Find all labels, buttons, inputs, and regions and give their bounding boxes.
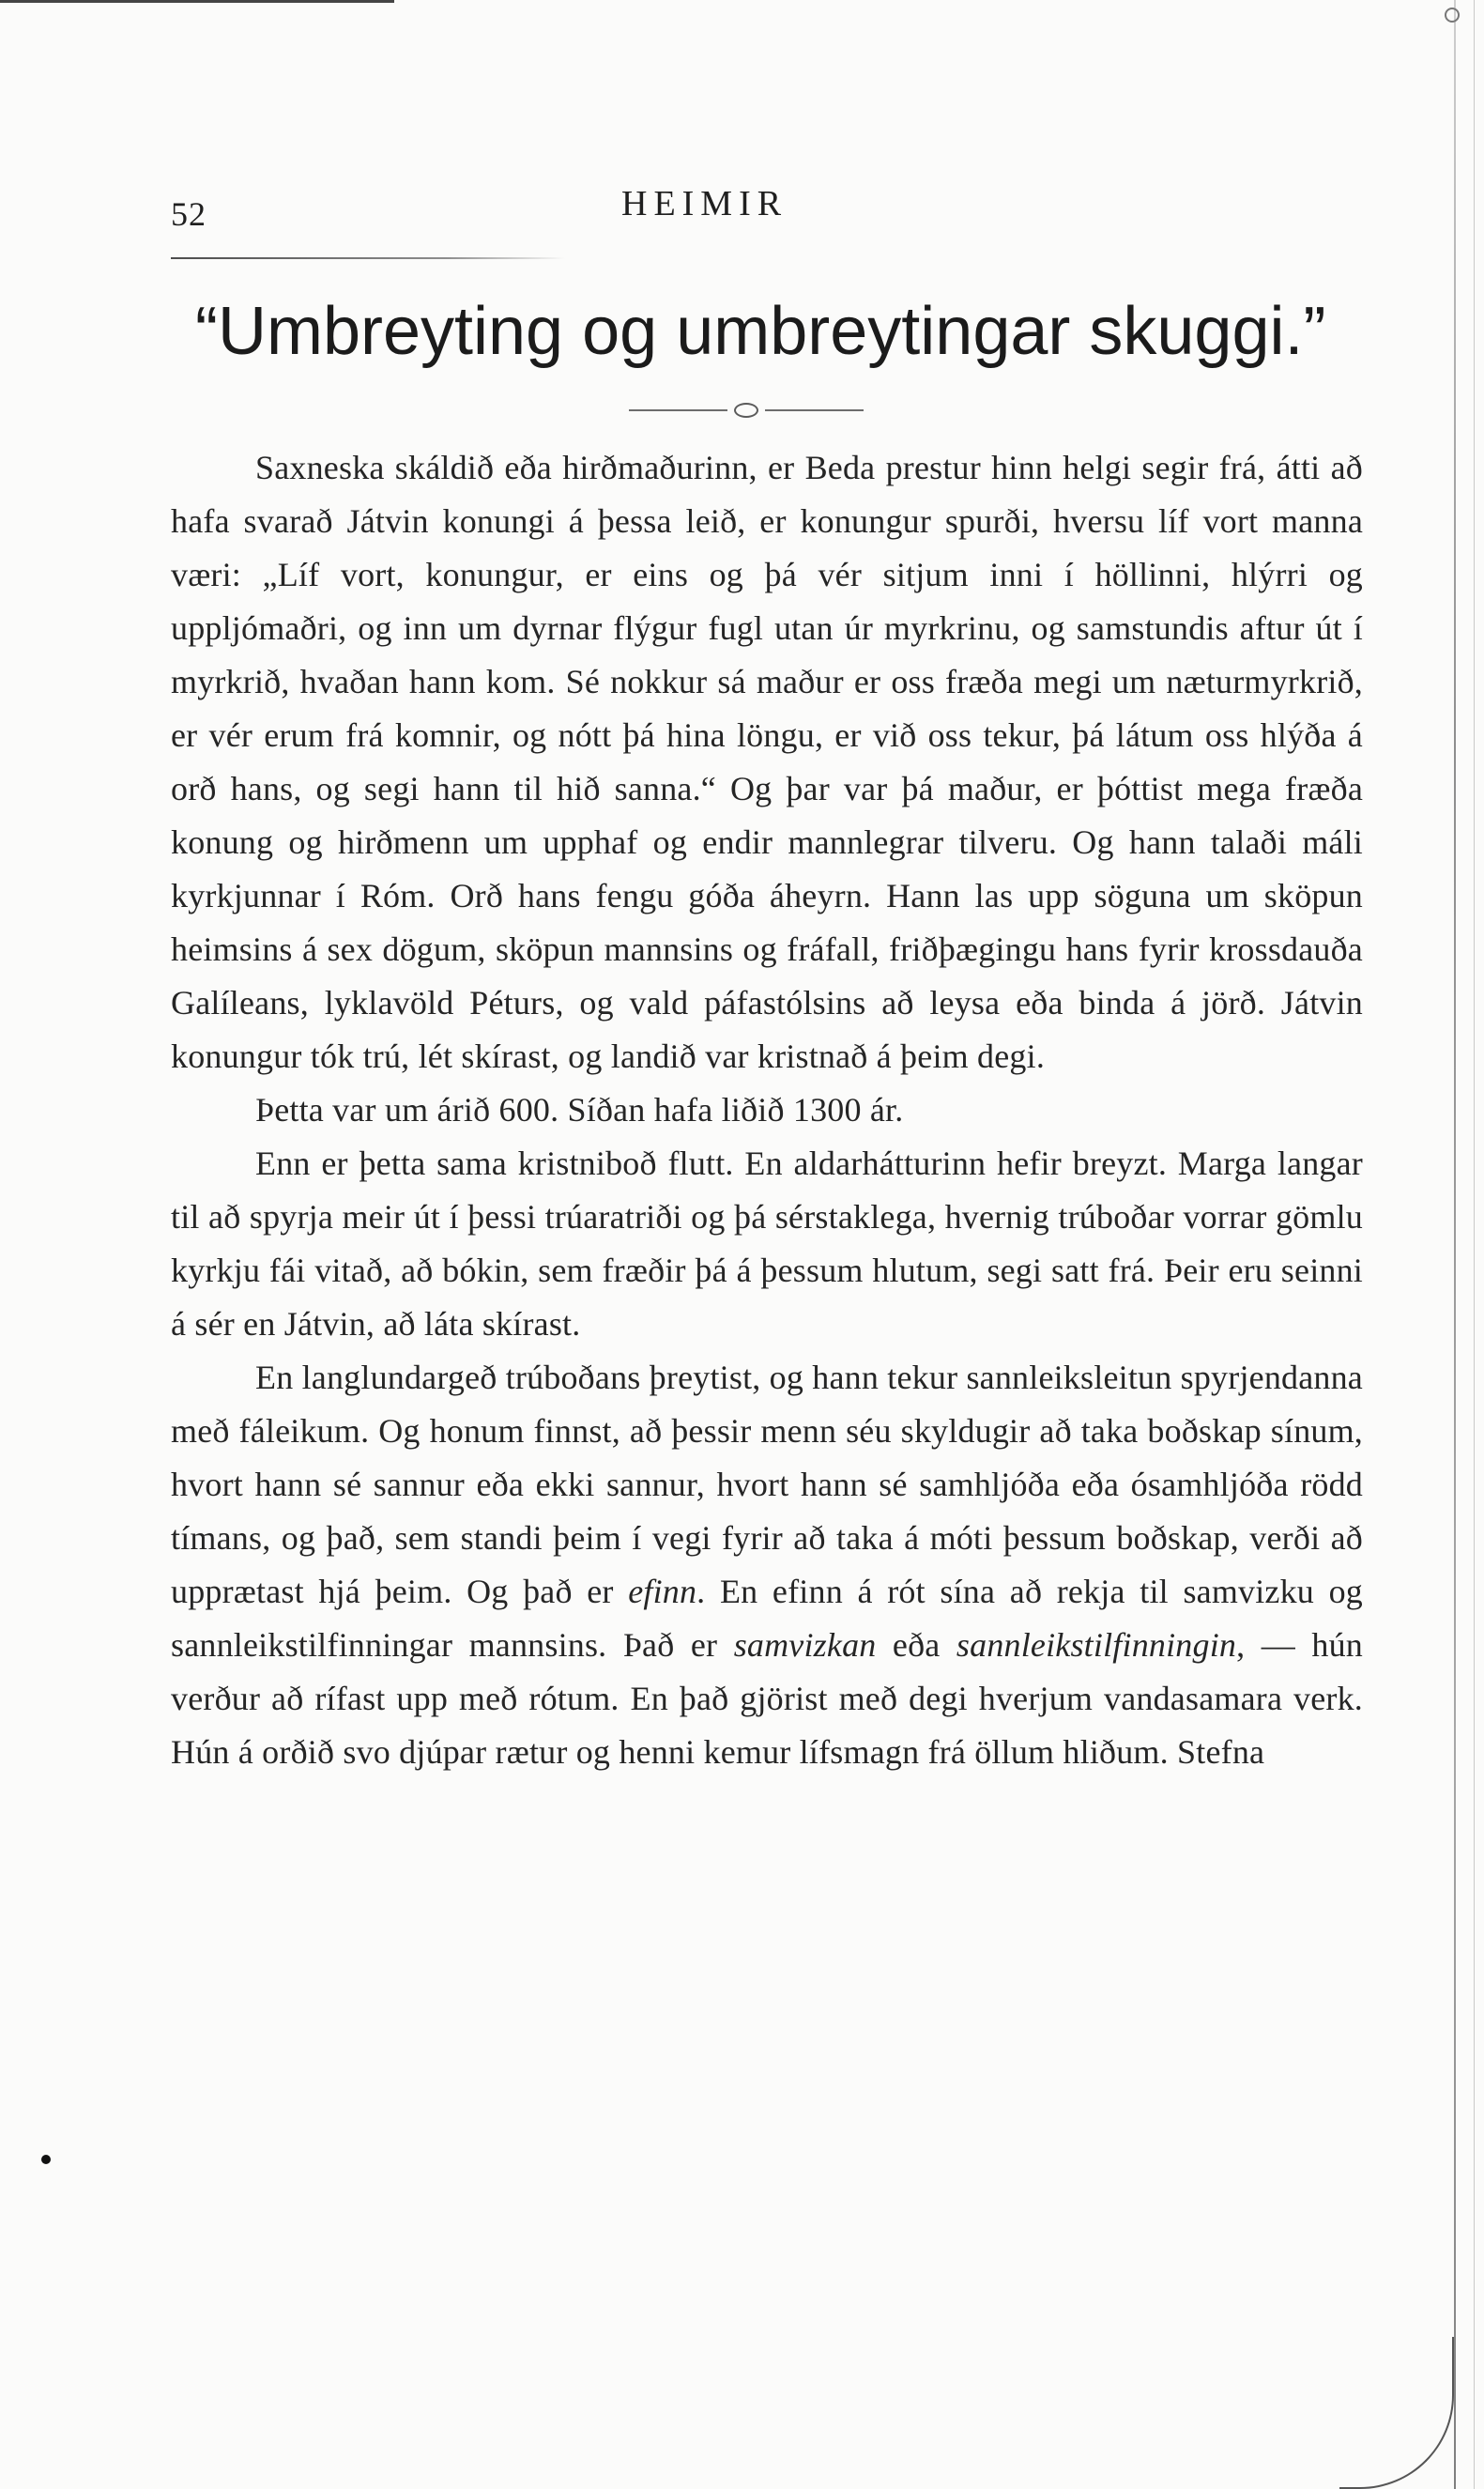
italic-efinn: efinn	[628, 1573, 697, 1610]
article-body	[171, 441, 1363, 1779]
paragraph-2: Þetta var um árið 600. Síðan hafa liðið 1300 ár.	[255, 1091, 904, 1129]
ornament-center	[734, 403, 758, 418]
page-curl-shadow	[1339, 2337, 1454, 2489]
ornament-left-line	[629, 409, 727, 411]
scan-corner-mark	[1445, 8, 1460, 23]
running-header	[171, 178, 1382, 235]
title-ornament	[629, 402, 864, 421]
running-title: HEIMIR	[621, 184, 788, 223]
page-right-edge	[1454, 0, 1456, 2489]
scan-top-edge	[0, 0, 394, 3]
paragraph-4-text-c: eða	[876, 1626, 956, 1664]
italic-samvizkan: samvizkan	[733, 1626, 877, 1664]
italic-sannleikstilfinningin: sannleikstilfinningin	[956, 1626, 1237, 1664]
paragraph-4-text-d: , — hún verður að rífast upp með rótum. En það gjörist með degi hverjum vandasamara verk. Hún á orðið svo djúpar rætur og henni kemur lífsmagn frá öllum hliðum. Stefna	[171, 1626, 1363, 1771]
paragraph-4-text-a: En langlundargeð trúboðans þreytist, og hann tekur sannleiksleitun spyrjendanna með fáleikum. Og honum finnst, að þessir menn séu skyldugir að taka boðskap sínum, hvort hann sé sannur eða ekki sannur, hvort hann sé samhljóða eða ósamhljóða rödd tímans, og það, sem standi þeim í vegi fyrir að taka á móti þessum boðskap, verði að upprætast hjá þeim. Og það er	[171, 1359, 1363, 1610]
header-rule	[171, 257, 565, 259]
page-outer-edge	[1474, 0, 1475, 2489]
ornament-right-line	[765, 409, 864, 411]
paragraph-3: Enn er þetta sama kristniboð flutt. En aldarhátturinn hefir breyzt. Marga langar til að spyrja meir út í þessi trúaratriði og þá sérstaklega, hvernig trúboðar vorrar gömlu kyrkju fái vitað, að bókin, sem fræðir þá á þessum hlutum, segi satt frá. Þeir eru seinni á sér en Játvin, að láta skírast.	[171, 1145, 1363, 1343]
paragraph-4-text-b: . En efinn á rót sína að rekja til samvizku og sannleikstilfinningar mannsins. Það er	[171, 1573, 1363, 1664]
paragraph-4	[171, 1351, 1363, 1779]
page-number: 52	[171, 195, 207, 233]
paragraph-1: Saxneska skáldið eða hirðmaðurinn, er Beda prestur hinn helgi segir frá, átti að hafa svarað Játvin konungi á þessa leið, er konungur spurði, hversu líf vort manna væri: „Líf vort, konungur, er eins og þá vér sitjum inni í höllinni, hlýrri og uppljómaðri, og inn um dyrnar flýgur fugl utan úr myrkrinu, og samstundis aftur út í myrkrið, hvaðan hann kom. Sé nokkur sá maður er oss fræða megi um næturmyrkrið, er vér erum frá komnir, og nótt þá hina löngu, er við oss tekur, þá látum oss hlýða á orð hans, og segi hann til hið sanna.“ Og þar var þá maður, er þóttist mega fræða konung og hirðmenn um upphaf og endir mannlegrar tilveru. Og hann talaði máli kyrkjunnar í Róm. Orð hans fengu góða áheyrn. Hann las upp söguna um sköpun heimsins á sex dögum, sköpun mannsins og fráfall, friðþægingu hans fyrir krossdauða Galíleans, lyklavöld Péturs, og vald páfastólsins að leysa eða binda á jörð. Játvin konungur tók trú, lét skírast, og landið var kristnað á þeim degi.	[171, 449, 1363, 1075]
margin-dot	[41, 2155, 51, 2164]
article-title: “Umbreyting og umbreytingar skuggi.”	[195, 294, 1326, 369]
